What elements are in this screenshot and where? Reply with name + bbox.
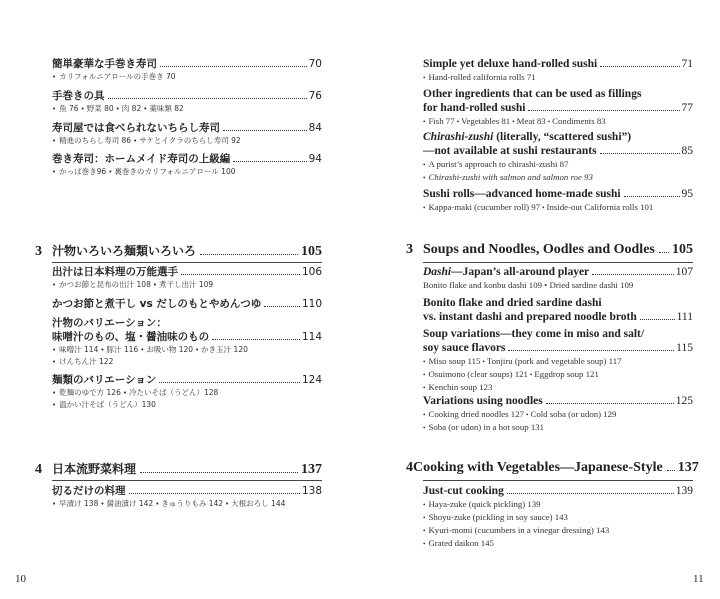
chapter-number: 3 <box>406 242 413 257</box>
toc-entry[interactable] <box>52 297 322 311</box>
entry-page: 76 <box>308 90 322 102</box>
toc-entry[interactable]: 汁物のバリエーション： 味噌汁のもの、塩・醤油味のもの 114 • 味噌汁 114 • 豚汁 116 • お吸い物 120 • かき玉汁 120 • けんちん汁 122 <box>52 317 322 366</box>
sub-entry: カリフォルニアロールの手巻き 70 <box>59 72 176 81</box>
sub-entry: Bonito flake and konbu dashi 109 • Dried sardine dashi 109 <box>423 280 634 290</box>
entry-title: 手巻きの具 <box>52 90 105 102</box>
entry-page: 114 <box>301 331 322 343</box>
chapter-number: 4 <box>406 460 413 475</box>
chapter-rule <box>423 262 693 263</box>
sub-entry: Eggdrop soup 121 <box>534 369 599 379</box>
entry-page: 110 <box>301 298 322 310</box>
sub-entry: Inside-out California rolls 101 <box>546 202 654 212</box>
sub-entry: きゅうりもみ 142 <box>161 499 224 508</box>
sub-entry: Grated daikon 145 <box>428 538 494 548</box>
sub-entry: Cold soba (or udon) 129 <box>530 409 617 419</box>
chapter-heading[interactable] <box>35 242 322 260</box>
sub-entry: 豚汁 116 <box>106 345 139 354</box>
sub-entry: 冷たいそば（うどん）128 <box>128 388 219 397</box>
chapter-heading[interactable] <box>35 460 322 478</box>
sub-entry: 醤油漬け 142 <box>106 499 154 508</box>
sub-entry: 乾麺のゆで方 126 <box>59 388 121 397</box>
sub-entry: 煮干し出汁 109 <box>158 280 214 289</box>
entry-title: Just-cut cooking <box>423 485 504 497</box>
sub-entry: サケとイクラのちらし寿司 92 <box>139 136 241 145</box>
toc-entry[interactable] <box>423 296 693 324</box>
entry-title-italic: Chirashi-zushi <box>423 131 494 143</box>
entry-title: —not available at sushi restaurants <box>423 145 597 157</box>
toc-entry[interactable]: 巻き寿司：ホームメイド寿司の上級編 94 • かっぱ巻き96 • 裏巻きのカリフォルニアロール 100 <box>52 153 322 176</box>
toc-entry[interactable]: 切るだけの料理 138 • 早漬け 138 • 醤油漬け 142 • きゅうりもみ 142 • 大根おろし 144 <box>52 485 322 508</box>
entry-title-line: Soup variations—they come in miso and salt/ <box>423 328 645 340</box>
sub-entry: 味噌汁 114 <box>59 345 99 354</box>
chapter-rule <box>52 262 322 263</box>
entry-title: Sushi rolls—advanced home-made sushi <box>423 188 621 200</box>
chapter-title: 汁物いろいろ麺類いろいろ <box>52 244 197 258</box>
sub-entry: Condiments 83 <box>552 116 606 126</box>
sub-entry: 大根おろし 144 <box>231 499 286 508</box>
sub-entry: Haya-zuke (quick pickling) 139 <box>428 499 541 509</box>
sub-entry: Kappa-maki (cucumber roll) 97 <box>428 202 541 212</box>
entry-title-line: (literally, “scattered sushi”) <box>493 131 632 143</box>
page-number: 11 <box>693 573 704 585</box>
sub-entry: お吸い物 120 <box>146 345 194 354</box>
sub-entry: Meat 83 <box>516 116 546 126</box>
toc-entry[interactable] <box>423 265 693 291</box>
chapter-number: 3 <box>35 244 42 259</box>
sub-entry: 温かい汁そば（うどん）130 <box>59 400 156 409</box>
chapter-title: Cooking with Vegetables—Japanese-Style <box>413 460 663 475</box>
toc-entry[interactable]: Soup variations—they come in miso and salt/ soy sauce flavors 115 • Miso soup 115 • Tonjiru (pork and vegetable soup) 117 • Osuimono (clear soups) 121 • Eggdrop soup 121 • Kenchin soup 123 <box>423 328 693 392</box>
entry-page: 115 <box>676 342 693 354</box>
sub-entry: 精進のちらし寿司 86 <box>59 136 132 145</box>
entry-page: 95 <box>681 188 693 200</box>
entry-page: 84 <box>308 122 322 134</box>
entry-title: 寿司屋では食べられないちらし寿司 <box>52 122 220 134</box>
entry-page: 70 <box>308 58 322 70</box>
sub-entry: 薬味類 82 <box>149 104 184 113</box>
entry-page: 106 <box>301 266 322 278</box>
entry-title: かつお節と煮干し vs だしのもとやめんつゆ <box>52 298 262 310</box>
entry-page: 139 <box>675 485 693 497</box>
toc-entry[interactable]: Variations using noodles 125 • Cooking dried noodles 127 • Cold soba (or udon) 129 • Soba (or udon) in a hot soup 131 <box>423 395 693 432</box>
entry-title-italic: Dashi <box>423 266 452 278</box>
sub-entry: 裏巻きのカリフォルニアロール 100 <box>114 167 236 176</box>
chapter-page: 105 <box>301 244 322 259</box>
entry-title: Simple yet deluxe hand-rolled sushi <box>423 58 598 70</box>
sub-entry: Tonjiru (pork and vegetable soup) 117 <box>486 356 622 366</box>
sub-entry: Soba (or udon) in a hot soup 131 <box>428 422 545 432</box>
sub-entry: かっぱ巻き96 <box>59 167 107 176</box>
entry-title: 簡単豪華な手巻き寿司 <box>52 58 157 70</box>
sub-entry: かつお節と昆布の出汁 108 <box>59 280 151 289</box>
toc-entry[interactable]: 出汁は日本料理の万能選手 106 • かつお節と昆布の出汁 108 • 煮干し出汁 109 <box>52 266 322 289</box>
sub-entry: 肉 82 <box>121 104 142 113</box>
entry-title: 切るだけの料理 <box>52 485 126 497</box>
toc-entry[interactable]: Sushi rolls—advanced home-made sushi 95 • Kappa-maki (cucumber roll) 97 • Inside-out California rolls 101 <box>423 188 693 212</box>
sub-entry: Chirashi-zushi with salmon and salmon roe 93 <box>428 172 593 182</box>
sub-entry: A purist’s approach to chirashi-zushi 87 <box>428 159 569 169</box>
entry-page: 124 <box>301 374 322 386</box>
entry-title-line: Other ingredients that can be used as fillings <box>423 88 642 100</box>
entry-title: vs. instant dashi and prepared noodle broth <box>423 311 637 323</box>
entry-title-line: Bonito flake and dried sardine dashi <box>423 297 602 309</box>
chapter-rule <box>423 480 693 481</box>
sub-entry: Hand-rolled california rolls 71 <box>428 72 536 82</box>
chapter-number: 4 <box>35 462 42 477</box>
chapter-title: Soups and Noodles, Oodles and Oodles <box>423 242 655 257</box>
entry-title: 味噌汁のもの、塩・醤油味のもの <box>52 331 210 343</box>
entry-page: 107 <box>675 266 693 278</box>
toc-entry[interactable]: Other ingredients that can be used as fillings for hand-rolled sushi 77 • Fish 77 • Vegetables 81 • Meat 83 • Condiments 83 <box>423 88 693 126</box>
toc-entry[interactable]: Simple yet deluxe hand-rolled sushi 71 • Hand-rolled california rolls 71 <box>423 58 693 82</box>
chapter-heading[interactable] <box>406 242 693 258</box>
sub-entry: 魚 76 <box>59 104 79 113</box>
entry-page: 138 <box>301 485 322 497</box>
entry-page: 94 <box>308 153 322 165</box>
entry-title: soy sauce flavors <box>423 342 506 354</box>
chapter-rule <box>52 480 322 481</box>
chapter-title: 日本流野菜料理 <box>52 462 137 476</box>
toc-entry[interactable]: 麺類のバリエーション 124 • 乾麺のゆで方 126 • 冷たいそば（うどん）128 • 温かい汁そば（うどん）130 <box>52 374 322 409</box>
chapter-page: 137 <box>677 460 699 475</box>
sub-entry: Kenchin soup 123 <box>428 382 493 392</box>
entry-page: 85 <box>681 145 693 157</box>
entry-page: 77 <box>681 102 693 114</box>
entry-title: —Japan’s all-around player <box>451 266 590 278</box>
toc-entry[interactable]: 手巻きの具 76 • 魚 76 • 野菜 80 • 肉 82 • 薬味類 82 <box>52 90 322 113</box>
toc-entry[interactable]: 寿司屋では食べられないちらし寿司 84 • 精進のちらし寿司 86 • サケとイクラのちらし寿司 92 <box>52 122 322 145</box>
entry-page: 71 <box>681 58 693 70</box>
sub-entry: けんちん汁 122 <box>59 357 114 366</box>
entry-title: Variations using noodles <box>423 395 543 407</box>
toc-entry[interactable]: Chirashi-zushi (literally, “scattered sushi”) —not available at sushi restaurants 85 • A purist’s approach to chirashi-zushi 87 • Chirashi-zushi with salmon and salmon roe 93 <box>423 131 693 182</box>
sub-entry: Osuimono (clear soups) 121 <box>428 369 528 379</box>
toc-entry[interactable]: Just-cut cooking 139 • Haya-zuke (quick pickling) 139 • Shoyu-zuke (pickling in soy sauce) 143 • Kyuri-momi (cucumbers in a vinegar dressing) 143 • Grated daikon 145 <box>423 485 693 548</box>
sub-entry: Cooking dried noodles 127 <box>428 409 524 419</box>
entry-title: for hand-rolled sushi <box>423 102 526 114</box>
sub-entry: Vegetables 81 <box>461 116 511 126</box>
sub-entry: かき玉汁 120 <box>201 345 248 354</box>
entry-title-line: 汁物のバリエーション： <box>52 317 167 329</box>
entry-title: 出汁は日本料理の万能選手 <box>52 266 178 278</box>
chapter-page: 137 <box>301 462 322 477</box>
entry-title: 麺類のバリエーション <box>52 374 157 386</box>
sub-entry: Miso soup 115 <box>428 356 481 366</box>
sub-entry: 野菜 80 <box>86 104 114 113</box>
entry-page: 125 <box>675 395 693 407</box>
right-page <box>360 0 720 599</box>
sub-entry: Kyuri-momi (cucumbers in a vinegar dressing) 143 <box>428 525 610 535</box>
entry-page: 111 <box>676 311 693 323</box>
chapter-page: 105 <box>672 242 693 257</box>
toc-entry[interactable]: 簡単豪華な手巻き寿司 70 • カリフォルニアロールの手巻き 70 <box>52 58 322 81</box>
chapter-heading[interactable] <box>406 460 699 476</box>
entry-title: 巻き寿司：ホームメイド寿司の上級編 <box>52 153 231 165</box>
sub-entry: Shoyu-zuke (pickling in soy sauce) 143 <box>428 512 568 522</box>
sub-entry: 早漬け 138 <box>59 499 99 508</box>
sub-entry: Fish 77 <box>428 116 455 126</box>
page-number: 10 <box>15 573 26 585</box>
